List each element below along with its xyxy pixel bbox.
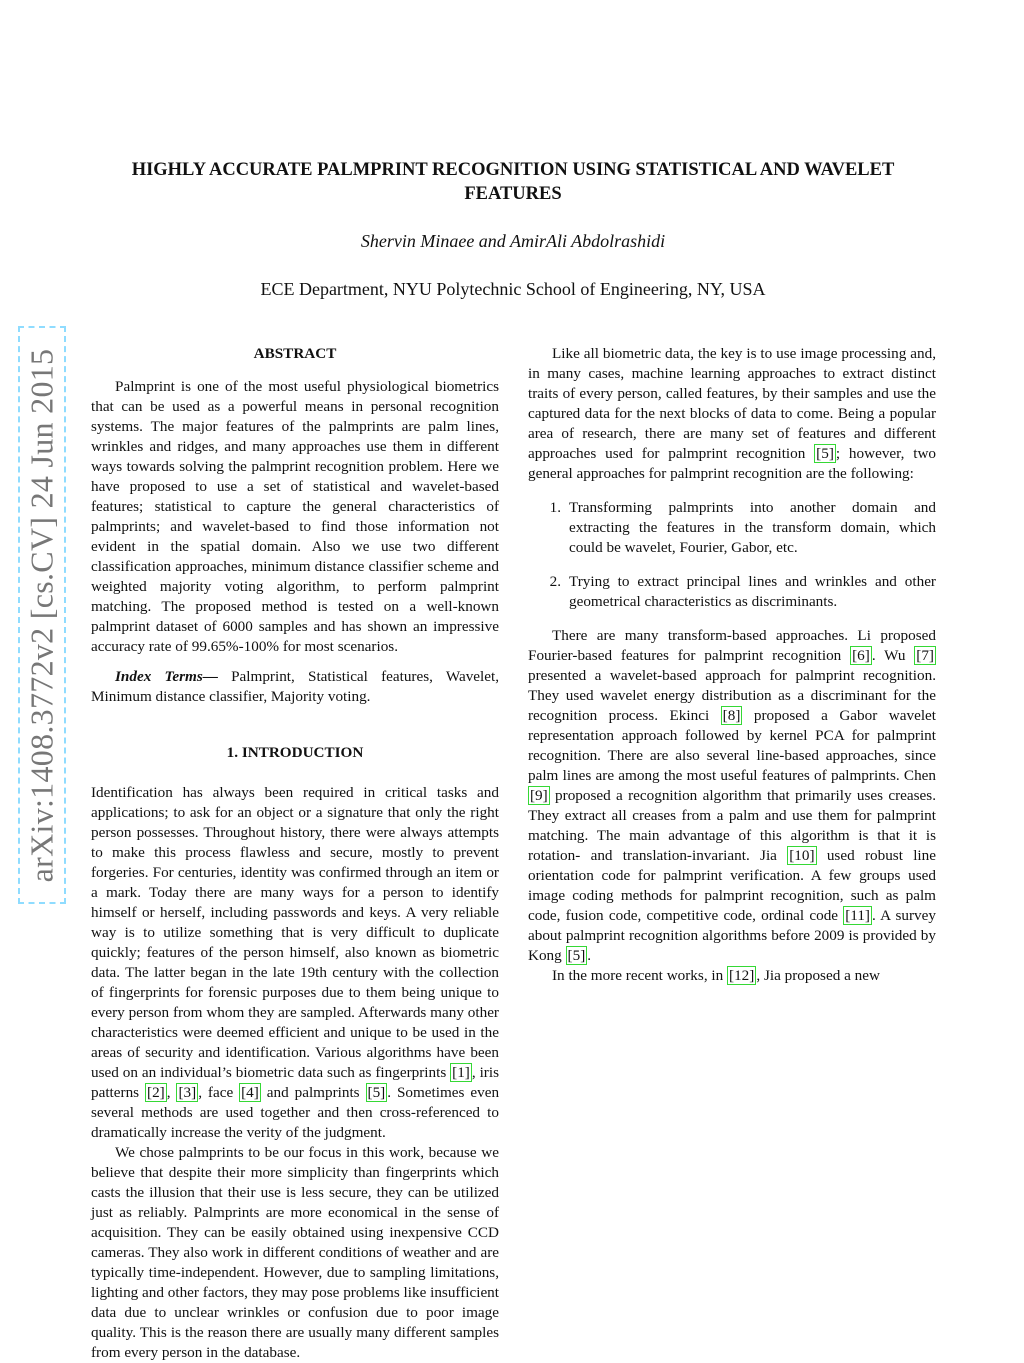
abstract-text: Palmprint is one of the most useful physiological biometrics that can be used as a powerful means in personal recognition systems. The major features of the palmprints are palm lines, wrinkles and ridges, and many approaches use them in different ways towards solving the palmprint recognition problem. Here we have proposed to use a set of statistical and wavelet-based features; statistical to capture the general characteristics of palmprints; and wavelet-based to find those information not evident in the spatial domain. Also we use two different classification approaches, minimum distance classifier scheme and weighted majority voting algorithm, to perform palmprint matching. The proposed method is tested on a well-known palmprint dataset of 6000 samples and has shown an impressive accuracy rate of 99.65%-100% for most scenarios.: [91, 378, 499, 655]
paragraph-text: Like all biometric data, the key is to use image processing and, in many cases, machine learning approaches to extract distinct traits of every person, called features, by their samples and use the captured data for the next blocks of data to come. Being a popular area of research, there are many set of features and different approaches used for palmprint recognition: [528, 345, 936, 462]
citation-link[interactable]: [10]: [789, 847, 815, 864]
citation-link[interactable]: [1]: [452, 1064, 470, 1081]
list-item: [528, 498, 936, 558]
list-item-text: Transforming palmprints into another domain and extracting the features in the transform domain, which could be wavelet, Fourier, Gabor, etc.: [569, 499, 936, 556]
paragraph-text: used robust line orientation code for palmprint verification. A few groups used image coding methods for palmprint recognition, such as palm code, fusion code, competitive code, ordinal code: [528, 847, 936, 924]
paragraph-text: presented a wavelet-based approach for palmprint recognition. They used wavelet energy distribution as a discriminant for the recognition process. Ekinci: [528, 667, 936, 724]
list-item-number: 2.: [549, 573, 561, 590]
paragraph-text: There are many transform-based approaches. Li proposed Fourier-based features for palmprint recognition: [528, 627, 936, 664]
left-column: [91, 344, 499, 1363]
arxiv-stamp[interactable]: [18, 326, 66, 904]
paragraph-text: ; however, two general approaches for palmprint recognition are the following:: [528, 445, 937, 482]
paragraph-text: . Sometimes even several methods are used together and then cross-referenced to dramatically increase the verity of the judgment.: [91, 1084, 500, 1141]
intro-paragraph-1: [91, 783, 499, 1143]
citation-link[interactable]: [6]: [852, 647, 870, 664]
intro-paragraph-4: [528, 626, 936, 966]
citation-link[interactable]: [12]: [729, 967, 755, 984]
citation-link[interactable]: [5]: [567, 947, 586, 964]
citation-link[interactable]: [5]: [816, 445, 834, 462]
paragraph-text: proposed a Gabor wavelet representation approach followed by kernel PCA for palmprint recognition. There are also several line-based approaches, since palm lines are among the most useful features of palmprints. Chen: [528, 707, 936, 784]
citation-link[interactable]: [7]: [916, 647, 934, 664]
intro-paragraph-5: [528, 966, 936, 986]
paragraph-text: Identification has always been required in critical tasks and applications; to ask for an object or a signature that only the right person possesses. Throughout history, there were always attempts to make this process flawless and secure, mostly to prevent forgeries. For centuries, identity was confirmed through an item or a mark. Today there are many ways for a person to identify himself or herself, including passwords and keys. A very reliable way is to utilize something that is very difficult to duplicate quickly; features of the person himself, also known as biometric data. The latter began in the late 19th century with the collection of fingerprints for forensic purposes due to them being unique to every person from whom they are sampled. Afterwards many other characteristics were deemed efficient and unique to be used in the areas of security and identification. Various algorithms have been used on an individual’s biometric data such as fingerprints: [91, 784, 499, 1081]
paragraph-text: proposed a recognition algorithm that primarily uses creases. They extract all creases from a palm and use them for palmprint matching. The main advantage of this algorithm is that it is rotation- and translation-invariant. Jia: [528, 787, 936, 864]
list-item-text: Trying to extract principal lines and wrinkles and other geometrical characteristics as discriminants.: [569, 573, 936, 610]
intro-paragraph-3: [528, 344, 936, 484]
paragraph-text: In the more recent works, in: [552, 967, 728, 984]
paper-authors: Shervin Minaee and AmirAli Abdolrashidi: [360, 231, 666, 251]
introduction-heading: 1. INTRODUCTION: [226, 744, 364, 761]
paper-affiliation: ECE Department, NYU Polytechnic School of Engineering, NY, USA: [260, 279, 766, 299]
paragraph-text: , Jia proposed a new: [756, 967, 880, 984]
citation-link[interactable]: [8]: [722, 707, 741, 724]
arxiv-stamp-text: arXiv:1408.3772v2 [cs.CV] 24 Jun 2015: [23, 348, 60, 882]
citation-link[interactable]: [11]: [845, 907, 870, 924]
index-terms: [91, 667, 499, 707]
paragraph-text: .: [587, 947, 592, 964]
paragraph-text: and palmprints: [260, 1084, 366, 1101]
paragraph-text: ,: [166, 1084, 177, 1101]
paragraph-text: , iris patterns: [91, 1064, 499, 1101]
citation-link[interactable]: [4]: [241, 1084, 259, 1101]
paragraph-text: , face: [198, 1084, 240, 1101]
citation-link[interactable]: [3]: [178, 1084, 197, 1101]
paper-title: HIGHLY ACCURATE PALMPRINT RECOGNITION USING STATISTICAL AND WAVELET FEATURES: [131, 160, 895, 204]
list-item-number: 1.: [549, 499, 561, 516]
citation-link[interactable]: [2]: [147, 1084, 165, 1101]
intro-paragraph-2: We chose palmprints to be our focus in this work, because we believe that despite their more simplicity than fingerprints which casts the illusion that their use is less secure, they can be utilized just as reliably. Palmprints are more economical in the sense of acquisition. They can be easily obtained using inexpensive CCD cameras. They also work in different conditions of weather and are typically time-independent. However, due to sampling limitations, lighting and other factors, they may pose problems like insufficient data due to unclear wrinkles or confusion due to poor image quality. This is the reason there are usually many different samples from every person in the database.: [91, 1144, 500, 1361]
citation-link[interactable]: [5]: [367, 1084, 386, 1101]
abstract-heading: ABSTRACT: [253, 345, 337, 362]
approach-list: [528, 498, 936, 612]
list-item: [528, 572, 936, 612]
index-terms-text: Palmprint, Statistical features, Wavelet, Minimum distance classifier, Majority voting.: [91, 668, 500, 705]
paragraph-text: . Wu: [871, 647, 915, 664]
right-column: [528, 344, 936, 986]
citation-link[interactable]: [9]: [530, 787, 548, 804]
index-terms-label: Index Terms—: [115, 668, 218, 685]
paragraph-text: . A survey about palmprint recognition algorithms before 2009 is provided by Kong: [528, 907, 936, 964]
